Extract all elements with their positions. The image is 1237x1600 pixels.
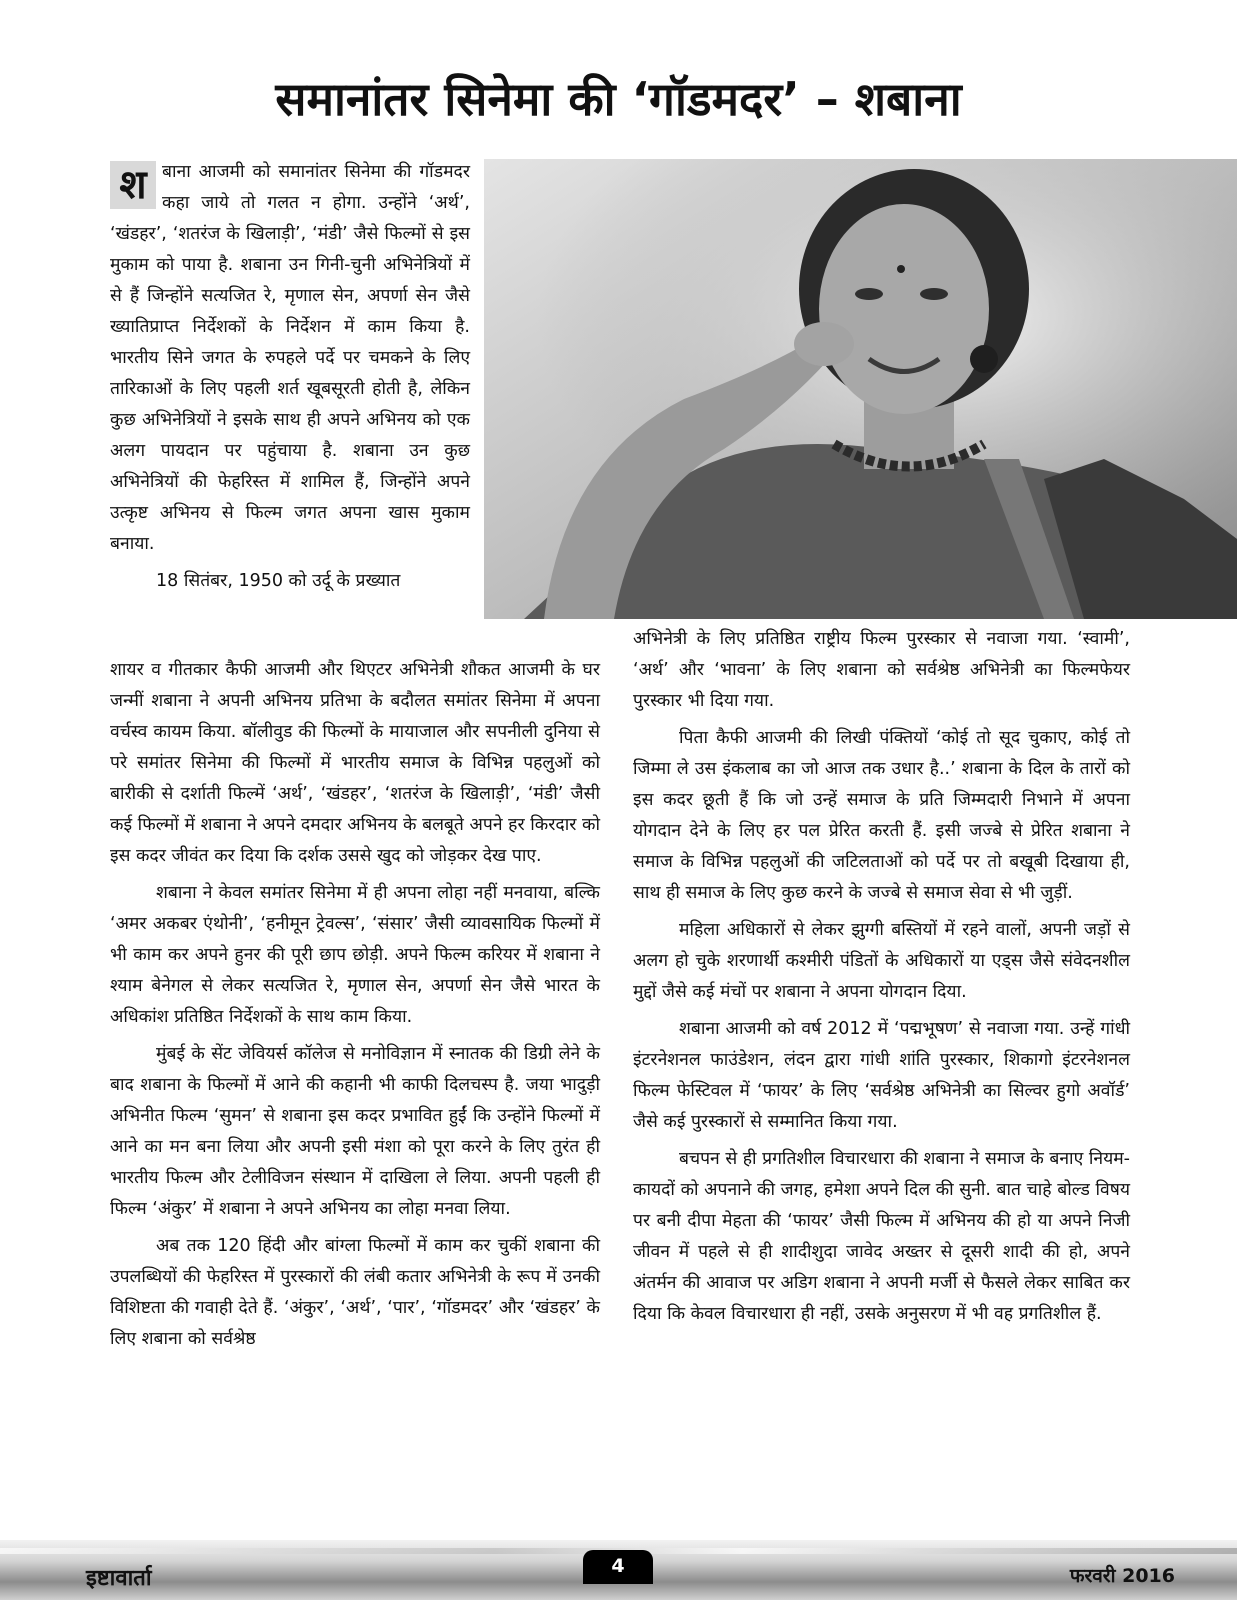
awards-paragraph: अब तक 120 हिंदी और बांग्ला फिल्मों में काम कर चुकीं शबाना की उपलब्धियों की फेहरिस्त में पुरस्कारों की लंबी कतार अभिनेत्री के रूप में उनकी विशिष्टता की गवाही देते हैं. ‘अंकुर’, ‘अर्थ’, ‘पार’, ‘गॉडमदर’ और ‘खंडहर’ के लिए शबाना को सर्वश्रेष्ठ	[110, 1236, 600, 1349]
ideology-paragraph: बचपन से ही प्रगतिशील विचारधारा की शबाना ने समाज के बनाए नियम-कायदों को अपनाने की जगह, हमेशा अपने दिल की सुनी. बात चाहे बोल्ड विषय पर बनी दीपा मेहता की ‘फायर’ जैसी फिल्म में अभिनय की हो या अपने निजी जीवन में पहले से ही शादीशुदा जावेद अख्तर से दूसरी शादी की हो, अपने अंतर्मन की आवाज पर अडिग शबाना ने अपनी मर्जी से फैसले लेकर साबित कर दिया कि केवल विचारधारा ही नहीं, उसके अनुसरण में भी वह प्रगतिशील हैं.	[633, 1149, 1130, 1324]
article-column-right	[633, 624, 1130, 1330]
honours-paragraph: शबाना आजमी को वर्ष 2012 में ‘पद्मभूषण’ से नवाजा गया. उन्हें गांधी इंटरनेशनल फाउंडेशन, लंदन द्वारा गांधी शांति पुरस्कार, शिकागो इंटरनेशनल फिल्म फेस्टिवल में ‘फायर’ के लिए ‘सर्वश्रेष्ठ अभिनेत्री का सिल्वर हुगो अवॉर्ड’ जैसे कई पुरस्कारों से सम्मानित किया गया.	[633, 1019, 1130, 1132]
article-column-left	[110, 655, 600, 1355]
issue-date: फरवरी 2016	[1069, 1565, 1175, 1587]
page-number: 4	[611, 1555, 625, 1577]
portrait-illustration	[484, 159, 1237, 619]
page-footer	[0, 1540, 1237, 1600]
article-column-top-left	[110, 157, 470, 597]
drop-cap: श	[110, 161, 156, 209]
education-paragraph: मुंबई के सेंट जेवियर्स कॉलेज से मनोविज्ञान में स्नातक की डिग्री लेने के बाद शबाना के फिल्मों में आने की कहानी भी काफी दिलचस्प है. जया भादुड़ी अभिनीत फिल्म ‘सुमन’ से शबाना इस कदर प्रभावित हुईं कि उन्होंने फिल्मों में आने का मन बना लिया और अपनी इसी मंशा को पूरा करने के लिए तुरंत ही भारतीय फिल्म और टेलीविजन संस्थान में दाखिला ले लिया. अपनी पहली ही फिल्म ‘अंकुर’ में शबाना ने अपने अभिनय का लोहा मनवा लिया.	[110, 1044, 600, 1219]
page-title: समानांतर सिनेमा की ‘गॉडमदर’ – शबाना	[275, 72, 962, 126]
father-lines-paragraph: पिता कैफी आजमी की लिखी पंक्तियों ‘कोई तो सूद चुकाए, कोई तो जिम्मा ले उस इंकलाब का जो आज तक उधार है..’ शबाना के दिल के तारों को इस कदर छूती हैं कि जो उन्हें समाज के प्रति जिम्मदारी निभाने में अपना योगदान देने के लिए हर पल प्रेरित करती हैं. इसी जज्बे से प्रेरित शबाना ने समाज के विभिन्न पहलुओं की जटिलताओं को पर्दे पर तो बखूबी दिखाया ही, साथ ही समाज के लिए कुछ करने के जज्बे से समाज सेवा से भी जुड़ीं.	[633, 728, 1130, 903]
portrait-photo	[484, 159, 1237, 619]
birth-paragraph: शायर व गीतकार कैफी आजमी और थिएटर अभिनेत्री शौकत आजमी के घर जन्मीं शबाना ने अपनी अभिनय प्रतिभा के बदौलत समांतर सिनेमा में अपना वर्चस्व कायम किया. बॉलीवुड की फिल्मों के मायाजाल और सपनीली दुनिया से परे समांतर सिनेमा की फिल्मों में भारतीय समाज के विभिन्न पहलुओं को बारीकी से दर्शाती फिल्में ‘अर्थ’, ‘खंडहर’, ‘शतरंज के खिलाड़ी’, ‘मंडी’ जैसी कई फिल्मों में शबाना ने अपने दमदार अभिनय के बलबूते अपने हर किरदार को इस कदर जीवंत कर दिया कि दर्शक उससे खुद को जोड़कर देख पाए.	[110, 660, 600, 866]
magazine-name: इष्टावार्ता	[86, 1566, 152, 1591]
birth-paragraph-start: 18 सितंबर, 1950 को उर्दू के प्रख्यात	[156, 571, 401, 591]
career-paragraph: शबाना ने केवल समांतर सिनेमा में ही अपना लोहा नहीं मनवाया, बल्कि ‘अमर अकबर एंथोनी’, ‘हनीमून ट्रेवल्स’, ‘संसार’ जैसी व्यावसायिक फिल्मों में भी काम कर अपने हुनर की पूरी छाप छोड़ी. अपने फिल्म करियर में शबाना ने श्याम बेनेगल से लेकर सत्यजित रे, मृणाल सेन, अपर्णा सेन जैसे भारत के अधिकांश प्रतिष्ठित निर्देशकों के साथ काम किया.	[110, 883, 600, 1027]
awards-paragraph-continued: अभिनेत्री के लिए प्रतिष्ठित राष्ट्रीय फिल्म पुरस्कार से नवाजा गया. ‘स्वामी’, ‘अर्थ’ और ‘भावना’ के लिए शबाना को सर्वश्रेष्ठ अभिनेत्री का फिल्मफेयर पुरस्कार भी दिया गया.	[633, 629, 1130, 711]
social-work-paragraph: महिला अधिकारों से लेकर झुग्गी बस्तियों में रहने वालों, अपनी जड़ों से अलग हो चुके शरणार्थी कश्मीरी पंडितों के अधिकारों या एड्स जैसे संवेदनशील मुद्दों जैसे कई मंचों पर शबाना ने अपना योगदान दिया.	[633, 920, 1130, 1002]
intro-paragraph: श बाना आजमी को समानांतर सिनेमा की गॉडमदर कहा जाये तो गलत न होगा. उन्होंने ‘अर्थ’, ‘खंडहर’, ‘शतरंज के खिलाड़ी’, ‘मंडी’ जैसे फिल्मों से इस मुकाम को पाया है. शबाना उन गिनी-चुनी अभिनेत्रियों में से हैं जिन्होंने सत्यजित रे, मृणाल सेन, अपर्णा सेन जैसे ख्यातिप्राप्त निर्देशकों के निर्देशन में काम किया है. भारतीय सिने जगत के रुपहले पर्दे पर चमकने के लिए तारिकाओं के लिए पहली शर्त खूबसूरती होती है, लेकिन कुछ अभिनेत्रियों ने इसके साथ ही अपने अभिनय को एक अलग पायदान पर पहुंचाया है. शबाना उन कुछ अभिनेत्रियों की फेहरिस्त में शामिल हैं, जिन्होंने अपने उत्कृष्ट अभिनय से फिल्म जगत अपना खास मुकाम बनाया.	[110, 162, 470, 554]
